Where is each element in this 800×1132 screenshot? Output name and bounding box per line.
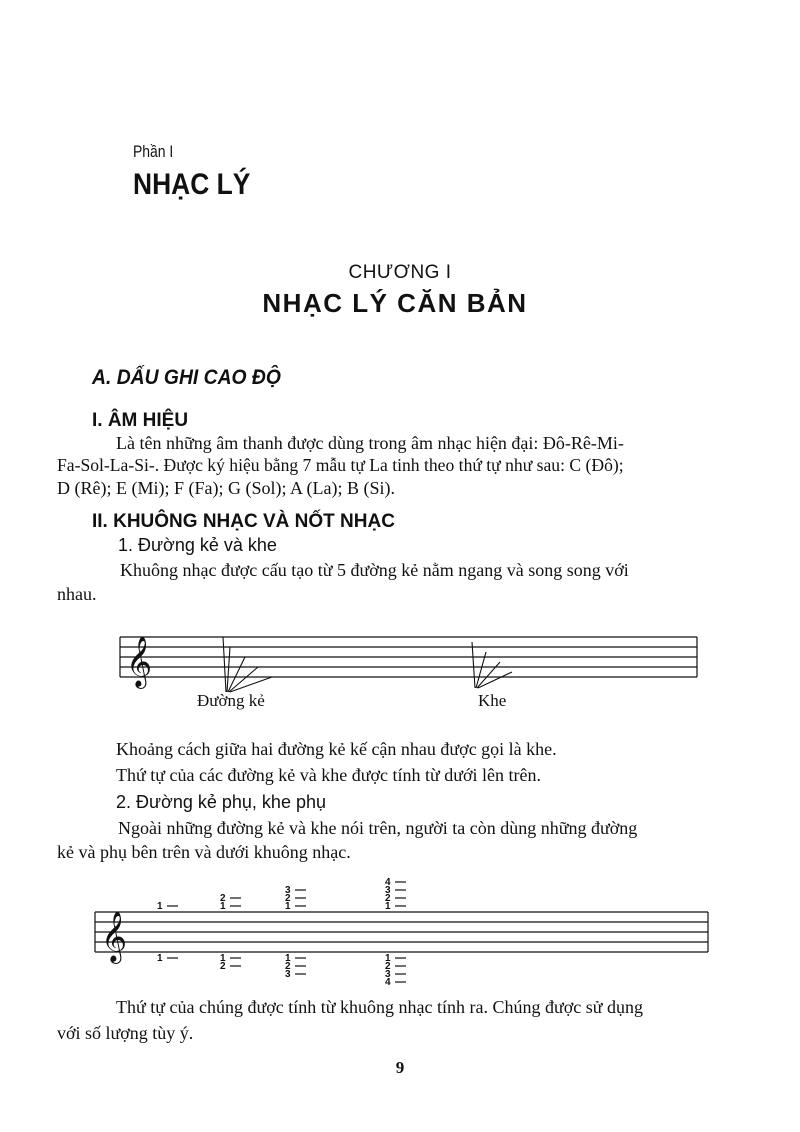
ledger-number: 1 (220, 953, 226, 964)
spaces-pointer-icon (472, 642, 512, 688)
ledger-number: 3 (385, 885, 391, 896)
figure-label-spaces: Khe (478, 691, 507, 710)
staff-1-lines (120, 637, 697, 677)
ledger-number: 3 (385, 969, 391, 980)
subsection-2-line-1: Ngoài những đường kẻ và khe nói trên, người ta còn dùng những đường (118, 818, 638, 838)
subsection-2-after-2: với số lượng tùy ý. (57, 1023, 194, 1043)
ledger-number: 3 (285, 885, 291, 896)
section-1-heading: I. ÂM HIỆU (92, 410, 189, 431)
subsection-1-after-2: Thứ tự của các đường kẻ và khe được tính từ dưới lên trên. (116, 765, 541, 785)
ledger-group-3 (295, 890, 306, 974)
ledger-number: 1 (285, 953, 291, 964)
section-a-title: A. DẤU GHI CAO ĐỘ (92, 366, 281, 389)
treble-clef-icon: 𝄞 (101, 911, 128, 962)
subsection-1-line-2: nhau. (57, 584, 97, 604)
ledger-number: 1 (157, 953, 163, 964)
subsection-2-heading: 2. Đường kẻ phụ, khe phụ (116, 792, 326, 812)
ledger-number: 4 (385, 877, 391, 888)
ledger-group-1 (167, 906, 178, 958)
section-2-heading: II. KHUÔNG NHẠC VÀ NỐT NHẠC (92, 511, 395, 532)
part-title: NHẠC LÝ (133, 168, 251, 201)
ledger-number: 2 (385, 893, 391, 904)
ledger-number: 1 (157, 901, 163, 912)
subsection-2-line-2: kẻ và phụ bên trên và dưới khuông nhạc. (57, 842, 351, 862)
chapter-label: CHƯƠNG I (348, 262, 452, 283)
chapter-title: NHẠC LÝ CĂN BẢN (262, 288, 528, 318)
ledger-number: 2 (220, 893, 226, 904)
treble-clef-icon: 𝄞 (126, 636, 153, 687)
page-number: 9 (395, 1058, 405, 1077)
ledger-number: 4 (385, 977, 391, 988)
ledger-number: 1 (285, 901, 291, 912)
section-1-line-1: Là tên những âm thanh được dùng trong âm nhạc hiện đại: Đô-Rê-Mi- (116, 433, 624, 453)
part-label: Phần I (133, 142, 174, 161)
subsection-1-after-1: Khoảng cách giữa hai đường kẻ kế cận nhau được gọi là khe. (116, 739, 557, 759)
ledger-number: 2 (285, 893, 291, 904)
subsection-1-line-1: Khuông nhạc được cấu tạo từ 5 đường kẻ nằm ngang và song song với (120, 560, 629, 580)
ledger-number: 2 (220, 961, 226, 972)
subsection-1-heading: 1. Đường kẻ và khe (118, 535, 277, 555)
ledger-group-2 (230, 898, 241, 966)
subsection-2-after-1: Thứ tự của chúng được tính từ khuông nhạc tính ra. Chúng được sử dụng (116, 997, 643, 1017)
ledger-number: 1 (220, 901, 226, 912)
ledger-number: 2 (385, 961, 391, 972)
staff-2-lines (95, 912, 708, 952)
lines-pointer-icon (223, 637, 272, 692)
ledger-number: 2 (285, 961, 291, 972)
ledger-group-4 (395, 882, 406, 982)
ledger-number: 1 (385, 953, 391, 964)
figure-label-lines: Đường kẻ (197, 691, 265, 710)
section-1-line-3: D (Rê); E (Mi); F (Fa); G (Sol); A (La); B (Si). (57, 478, 395, 498)
ledger-number: 3 (285, 969, 291, 980)
section-1-line-2: Fa-Sol-La-Si-. Được ký hiệu bằng 7 mẫu tự La tinh theo thứ tự như sau: C (Đô); (57, 455, 624, 475)
ledger-number: 1 (385, 901, 391, 912)
